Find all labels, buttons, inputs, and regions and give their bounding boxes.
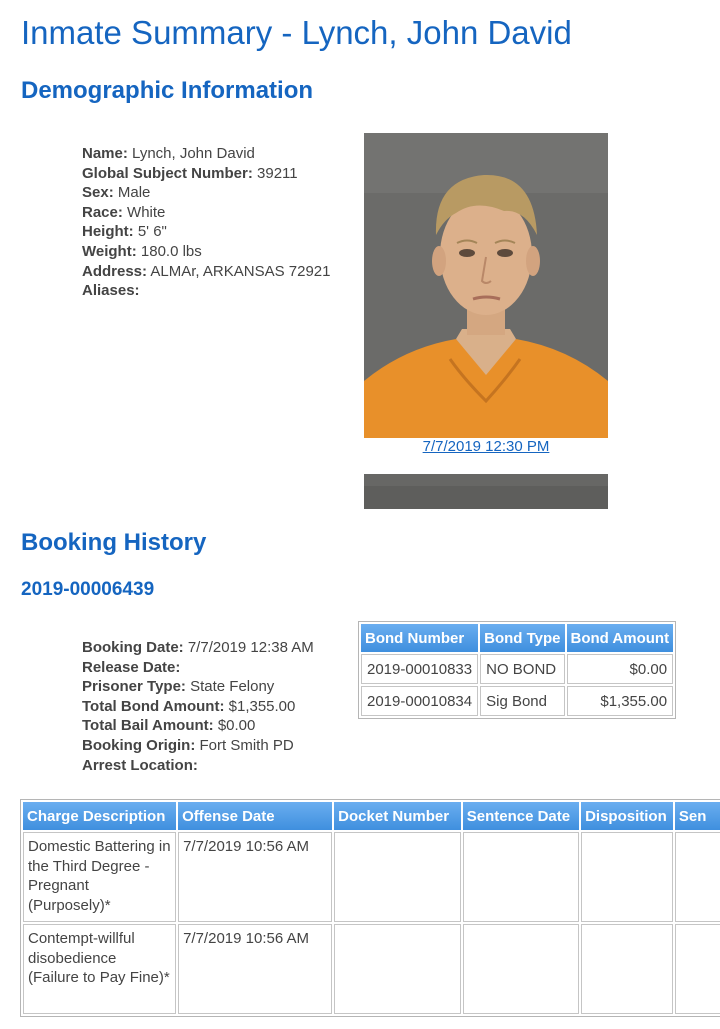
disposition-cell xyxy=(581,924,673,1014)
charge-table-header xyxy=(23,802,720,830)
field-value: $1,355.00 xyxy=(228,697,296,715)
bond-table xyxy=(358,621,676,719)
sentence-cell xyxy=(675,924,720,1014)
disposition-cell xyxy=(581,832,673,922)
field-label: Name: xyxy=(82,145,128,162)
field-booking-date xyxy=(82,638,314,658)
demographics-info xyxy=(82,144,330,301)
field-weight xyxy=(82,242,330,262)
column-header-sentence-date[interactable]: Sentence Date xyxy=(463,802,579,830)
field-booking-origin xyxy=(82,736,314,756)
bond-table-header xyxy=(361,624,673,652)
column-header-bond-number[interactable]: Bond Number xyxy=(361,624,478,652)
field-value: $0.00 xyxy=(217,717,256,735)
offense-date-cell: 7/7/2019 10:56 AM xyxy=(178,832,332,922)
charge-table xyxy=(20,799,720,1017)
field-global-subject-number xyxy=(82,164,330,184)
field-label: Arrest Location: xyxy=(82,756,198,774)
field-total-bail xyxy=(82,716,314,736)
column-header-charge-description[interactable]: Charge Description xyxy=(23,802,176,830)
docket-number-cell xyxy=(334,924,461,1014)
field-label: Sex: xyxy=(82,184,114,202)
charge-table-container xyxy=(20,799,720,1029)
bond-type-cell: NO BOND xyxy=(480,654,564,684)
field-value: 7/7/2019 12:38 AM xyxy=(187,639,314,656)
table-row xyxy=(361,654,673,684)
field-value: Male xyxy=(117,184,151,202)
field-address xyxy=(82,262,330,282)
booking-info xyxy=(82,638,314,775)
sentence-date-cell xyxy=(463,832,579,922)
field-label: Height: xyxy=(82,223,134,241)
demographics-heading: Demographic Information xyxy=(21,77,314,104)
field-name xyxy=(82,144,330,164)
column-header-docket-number[interactable]: Docket Number xyxy=(334,802,461,830)
field-label: Release Date: xyxy=(82,658,181,676)
table-row xyxy=(361,686,673,716)
field-value: 5' 6" xyxy=(137,223,167,241)
photo-caption xyxy=(364,438,608,455)
field-label: Aliases: xyxy=(82,282,140,300)
column-header-offense-date[interactable]: Offense Date xyxy=(178,802,332,830)
photo-date-link[interactable]: 7/7/2019 12:30 PM xyxy=(422,438,550,455)
field-race xyxy=(82,203,330,223)
bond-amount-cell: $0.00 xyxy=(567,654,674,684)
field-value: 39211 xyxy=(257,164,298,182)
field-value: White xyxy=(127,203,166,221)
bond-number-cell: 2019-00010833 xyxy=(361,654,478,684)
booking-history-heading: Booking History xyxy=(21,529,207,556)
column-header-bond-type[interactable]: Bond Type xyxy=(480,624,564,652)
column-header-sentence[interactable]: Sen xyxy=(675,802,720,830)
booking-photo[interactable] xyxy=(364,133,608,438)
field-value: 180.0 lbs xyxy=(140,242,202,260)
field-label: Booking Date: xyxy=(82,639,184,656)
field-release-date xyxy=(82,658,314,678)
bond-amount-cell: $1,355.00 xyxy=(567,686,674,716)
field-prisoner-type xyxy=(82,677,314,697)
table-row xyxy=(23,832,720,922)
field-label: Race: xyxy=(82,203,123,221)
bond-type-cell: Sig Bond xyxy=(480,686,564,716)
photo-thumbnail-icon xyxy=(364,474,608,509)
docket-number-cell xyxy=(334,832,461,922)
field-total-bond xyxy=(82,697,314,717)
column-header-bond-amount[interactable]: Bond Amount xyxy=(567,624,674,652)
field-value: ALMAr, ARKANSAS 72921 xyxy=(150,262,331,280)
field-label: Total Bail Amount: xyxy=(82,717,214,735)
field-value: Fort Smith PD xyxy=(199,736,294,754)
bond-number-cell: 2019-00010834 xyxy=(361,686,478,716)
field-height xyxy=(82,222,330,242)
field-label: Weight: xyxy=(82,242,137,260)
field-arrest-location xyxy=(82,756,314,776)
field-value: State Felony xyxy=(190,678,275,696)
charge-description-cell: Contempt-willful disobedience (Failure to Pay Fine)* xyxy=(23,924,176,1014)
field-label: Address: xyxy=(82,262,148,280)
sentence-date-cell xyxy=(463,924,579,1014)
sentence-cell xyxy=(675,832,720,922)
field-value: Lynch, John David xyxy=(132,145,255,162)
person-photo-icon xyxy=(364,133,608,438)
column-header-disposition[interactable]: Disposition xyxy=(581,802,673,830)
field-label: Booking Origin: xyxy=(82,736,196,754)
charge-description-cell: Domestic Battering in the Third Degree - Pregnant (Purposely)* xyxy=(23,832,176,922)
booking-number: 2019-00006439 xyxy=(21,579,155,600)
field-label: Total Bond Amount: xyxy=(82,697,225,715)
field-label: Global Subject Number: xyxy=(82,164,253,182)
table-row xyxy=(23,924,720,1014)
field-aliases xyxy=(82,281,330,301)
offense-date-cell: 7/7/2019 10:56 AM xyxy=(178,924,332,1014)
page-title: Inmate Summary - Lynch, John David xyxy=(21,14,572,51)
field-sex xyxy=(82,183,330,203)
booking-photo-2[interactable] xyxy=(364,474,608,509)
field-label: Prisoner Type: xyxy=(82,678,186,696)
